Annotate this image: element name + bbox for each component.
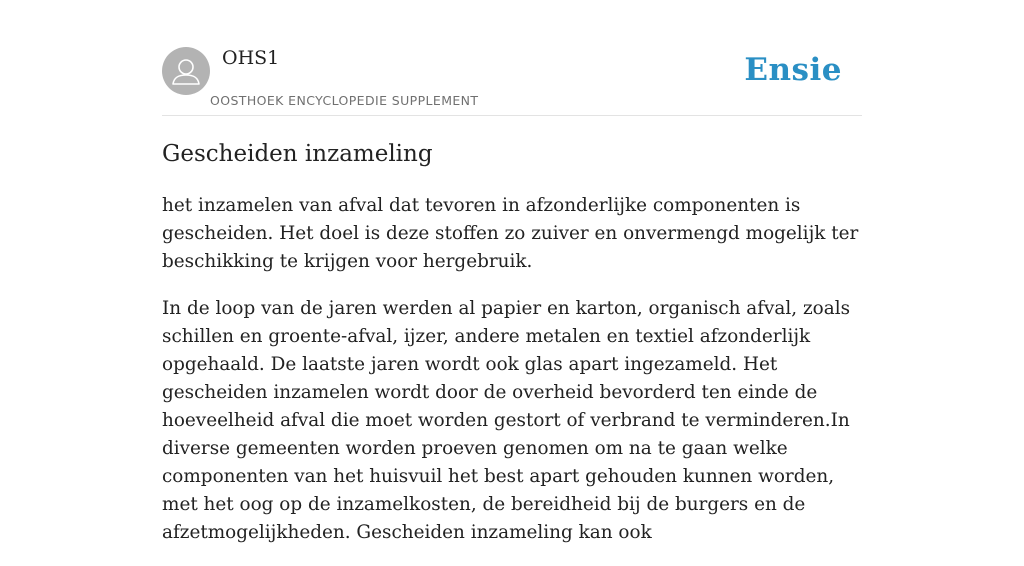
source-name[interactable]: OOSTHOEK ENCYCLOPEDIE SUPPLEMENT bbox=[210, 93, 479, 108]
article-header bbox=[162, 0, 862, 116]
user-silhouette-icon bbox=[162, 47, 210, 95]
author-name[interactable]: OHS1 bbox=[222, 47, 280, 69]
article-body bbox=[162, 192, 866, 566]
author-avatar[interactable] bbox=[162, 47, 210, 95]
ensie-logo[interactable]: Ensie bbox=[744, 52, 842, 88]
article-title: Gescheiden inzameling bbox=[162, 141, 433, 167]
article-paragraph-1: het inzamelen van afval dat tevoren in afzonderlijke componenten is gescheiden. Het doel is deze stoffen zo zuiver en onvermengd mogelijk ter beschikking te krijgen voor hergebruik. bbox=[162, 195, 859, 272]
article-paragraph-2: In de loop van de jaren werden al papier en karton, organisch afval, zoals schillen en groente-afval, ijzer, andere metalen en textiel afzonderlijk opgehaald. De laatste jaren wordt ook glas apart ingezameld. Het gescheiden inzamelen wordt door de overheid bevorderd ten einde de hoeveelheid afval die moet worden gestort of verbrand te verminderen.In diverse gemeenten worden proeven genomen om na te gaan welke componenten van het huisvuil het best apart gehouden kunnen worden, met het oog op de inzamelkosten, de bereidheid bij de burgers en de afzetmogelijkheden. Gescheiden inzameling kan ook bbox=[162, 298, 851, 543]
